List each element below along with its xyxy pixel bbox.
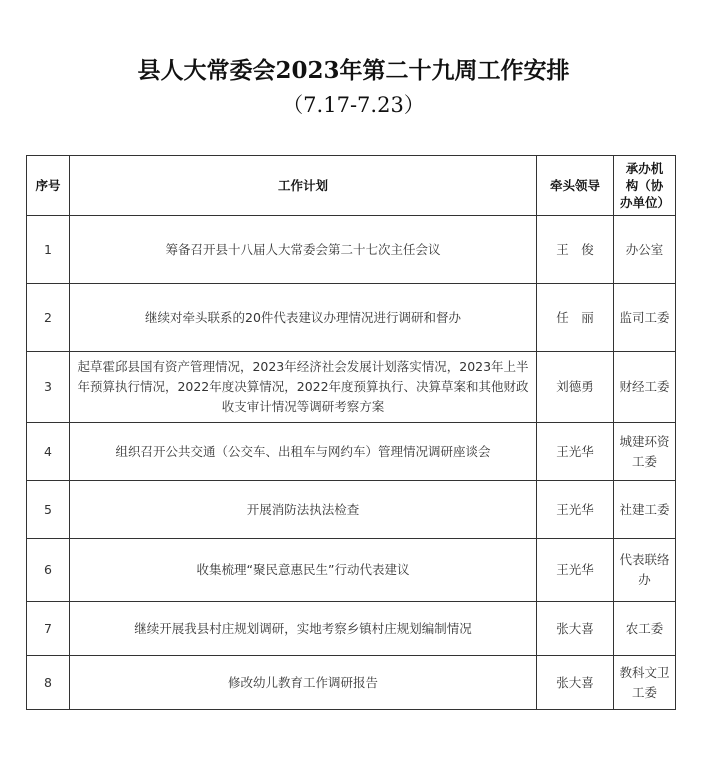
cell-plan: 筹备召开县十八届人大常委会第二十七次主任会议 xyxy=(70,216,537,284)
cell-no: 4 xyxy=(27,423,70,481)
cell-plan: 收集梳理“聚民意惠民生”行动代表建议 xyxy=(70,539,537,602)
table-row xyxy=(27,656,676,710)
table-row xyxy=(27,481,676,539)
cell-no: 8 xyxy=(27,656,70,710)
cell-plan: 继续对牵头联系的20件代表建议办理情况进行调研和督办 xyxy=(70,284,537,352)
cell-lead: 张大喜 xyxy=(537,602,614,656)
cell-no: 2 xyxy=(27,284,70,352)
header-no: 序号 xyxy=(27,156,70,216)
table-header-row xyxy=(27,156,676,216)
table-row xyxy=(27,284,676,352)
table-row xyxy=(27,602,676,656)
cell-org: 监司工委 xyxy=(614,284,676,352)
cell-lead: 任 丽 xyxy=(537,284,614,352)
cell-org: 社建工委 xyxy=(614,481,676,539)
cell-org: 城建环资工委 xyxy=(614,423,676,481)
cell-lead: 王 俊 xyxy=(537,216,614,284)
cell-plan: 开展消防法执法检查 xyxy=(70,481,537,539)
cell-lead: 张大喜 xyxy=(537,656,614,710)
cell-plan: 起草霍邱县国有资产管理情况，2023年经济社会发展计划落实情况，2023年上半年预算执行情况，2022年度决算情况，2022年度预算执行、决算草案和其他财政收支审计情况等调研考察方案 xyxy=(70,352,537,423)
cell-plan: 继续开展我县村庄规划调研，实地考察乡镇村庄规划编制情况 xyxy=(70,602,537,656)
header-lead: 牵头领导 xyxy=(537,156,614,216)
cell-no: 5 xyxy=(27,481,70,539)
cell-org: 教科文卫工委 xyxy=(614,656,676,710)
page-title: 县人大常委会2023年第二十九周工作安排 xyxy=(137,57,570,84)
page-subtitle: （7.17-7.23） xyxy=(282,93,425,117)
header-org: 承办机构（协办单位） xyxy=(614,156,676,216)
cell-plan: 组织召开公共交通（公交车、出租车与网约车）管理情况调研座谈会 xyxy=(70,423,537,481)
cell-org: 农工委 xyxy=(614,602,676,656)
cell-no: 7 xyxy=(27,602,70,656)
table-row xyxy=(27,423,676,481)
table-row xyxy=(27,216,676,284)
cell-no: 3 xyxy=(27,352,70,423)
cell-lead: 刘德勇 xyxy=(537,352,614,423)
cell-lead: 王光华 xyxy=(537,481,614,539)
table-row xyxy=(27,352,676,423)
table-row xyxy=(27,539,676,602)
schedule-table xyxy=(26,155,676,710)
cell-plan: 修改幼儿教育工作调研报告 xyxy=(70,656,537,710)
cell-org: 财经工委 xyxy=(614,352,676,423)
cell-no: 1 xyxy=(27,216,70,284)
cell-org: 代表联络办 xyxy=(614,539,676,602)
header-plan: 工作计划 xyxy=(70,156,537,216)
cell-lead: 王光华 xyxy=(537,423,614,481)
cell-lead: 王光华 xyxy=(537,539,614,602)
cell-no: 6 xyxy=(27,539,70,602)
cell-org: 办公室 xyxy=(614,216,676,284)
